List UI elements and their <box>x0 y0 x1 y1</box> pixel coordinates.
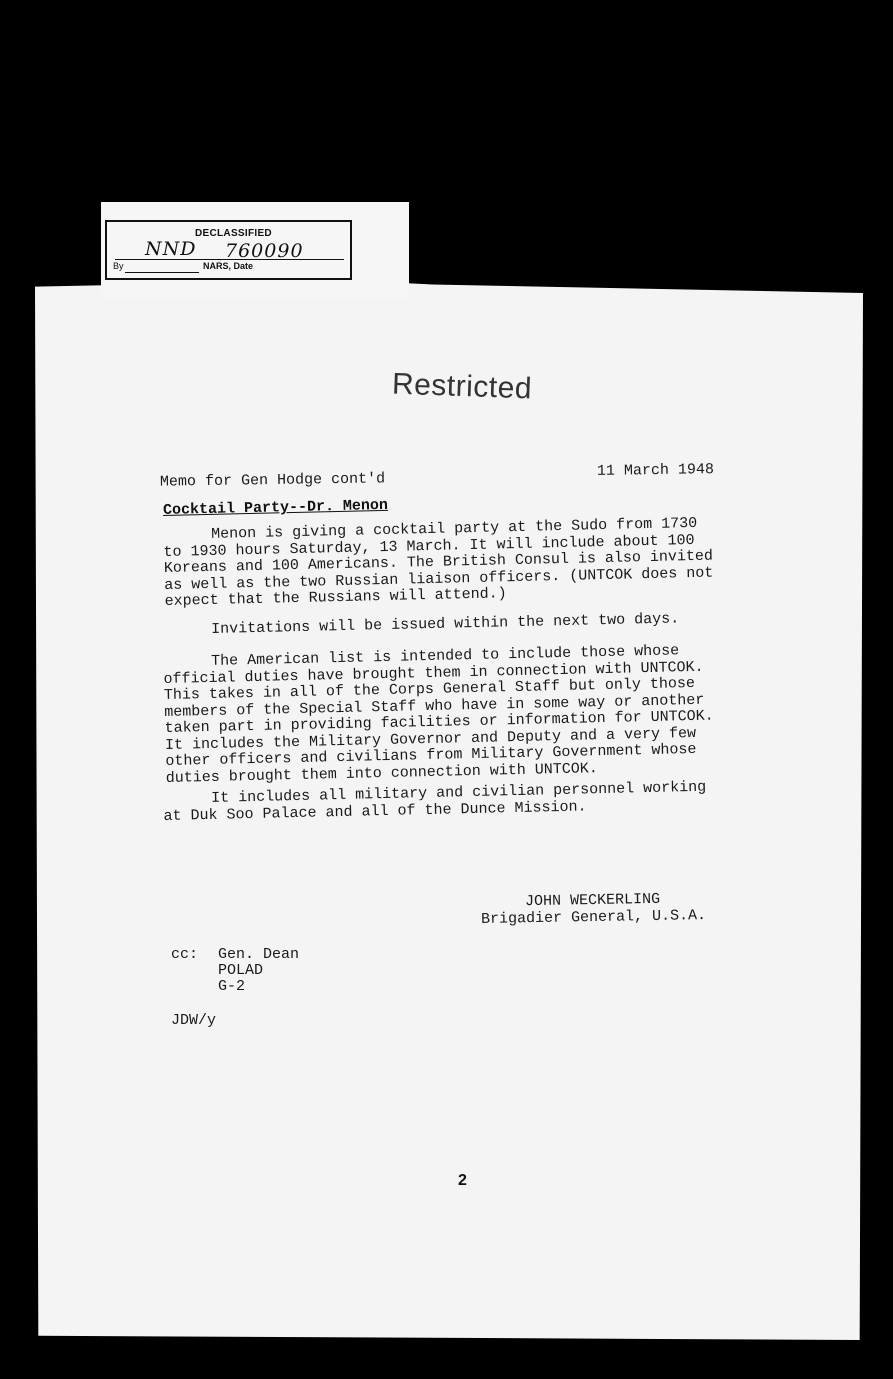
paragraph-2: Invitations will be issued within the next two days. <box>210 610 680 638</box>
typist-initials: JDW/y <box>171 1012 217 1029</box>
cc-label: cc: <box>171 946 199 963</box>
paragraph-3: The American list is intended to include those whose official duties have brought them in connection with UNTCOK. This takes in all of the Corps General Staff but only those members of the Special Staff who have in some way or another taken part in providing facilities or information for UNTCOK. It includes the Military Governor and Deputy and a very few other officers and civilians from Military Government whose duties brought them into connection with UNTCOK. <box>163 642 714 787</box>
stamp-number: 760090 <box>225 240 304 262</box>
page-number: 2 <box>458 1172 467 1189</box>
stamp-by-line <box>125 272 199 273</box>
stamp-declassified: DECLASSIFIED <box>195 228 272 239</box>
memo-subject: Cocktail Party--Dr. Menon <box>162 496 389 519</box>
stamp-box <box>105 220 352 280</box>
stamp-by-label: By <box>113 261 124 271</box>
signature-name: JOHN WECKERLING <box>524 890 661 911</box>
cc-item-1: Gen. Dean <box>218 946 300 963</box>
paragraph-4: It includes all military and civilian personnel working at Duk Soo Palace and all of the Dunce Mission. <box>163 778 707 825</box>
memo-header: Memo for Gen Hodge cont'd <box>159 470 386 491</box>
stamp-nars-date: NARS, Date <box>203 261 254 271</box>
cc-item-2: POLAD <box>218 962 264 979</box>
signature-title: Brigadier General, U.S.A. <box>480 907 707 928</box>
stamp-divider <box>115 259 344 260</box>
restricted-marking: Restricted <box>391 367 533 406</box>
cc-item-3: G-2 <box>218 978 246 995</box>
memo-date: 11 March 1948 <box>596 461 715 480</box>
declassification-stamp <box>101 202 409 298</box>
stamp-authority: NND <box>145 238 197 260</box>
paragraph-1: Menon is giving a cocktail party at the Sudo from 1730 to 1930 hours Saturday, 13 March. It will include about 100 Koreans and 100 Americans. The British Consul is also invited as well as the two Russian liaison officers. (UNTCOK does not expect that the Russians will attend.) <box>163 514 714 610</box>
